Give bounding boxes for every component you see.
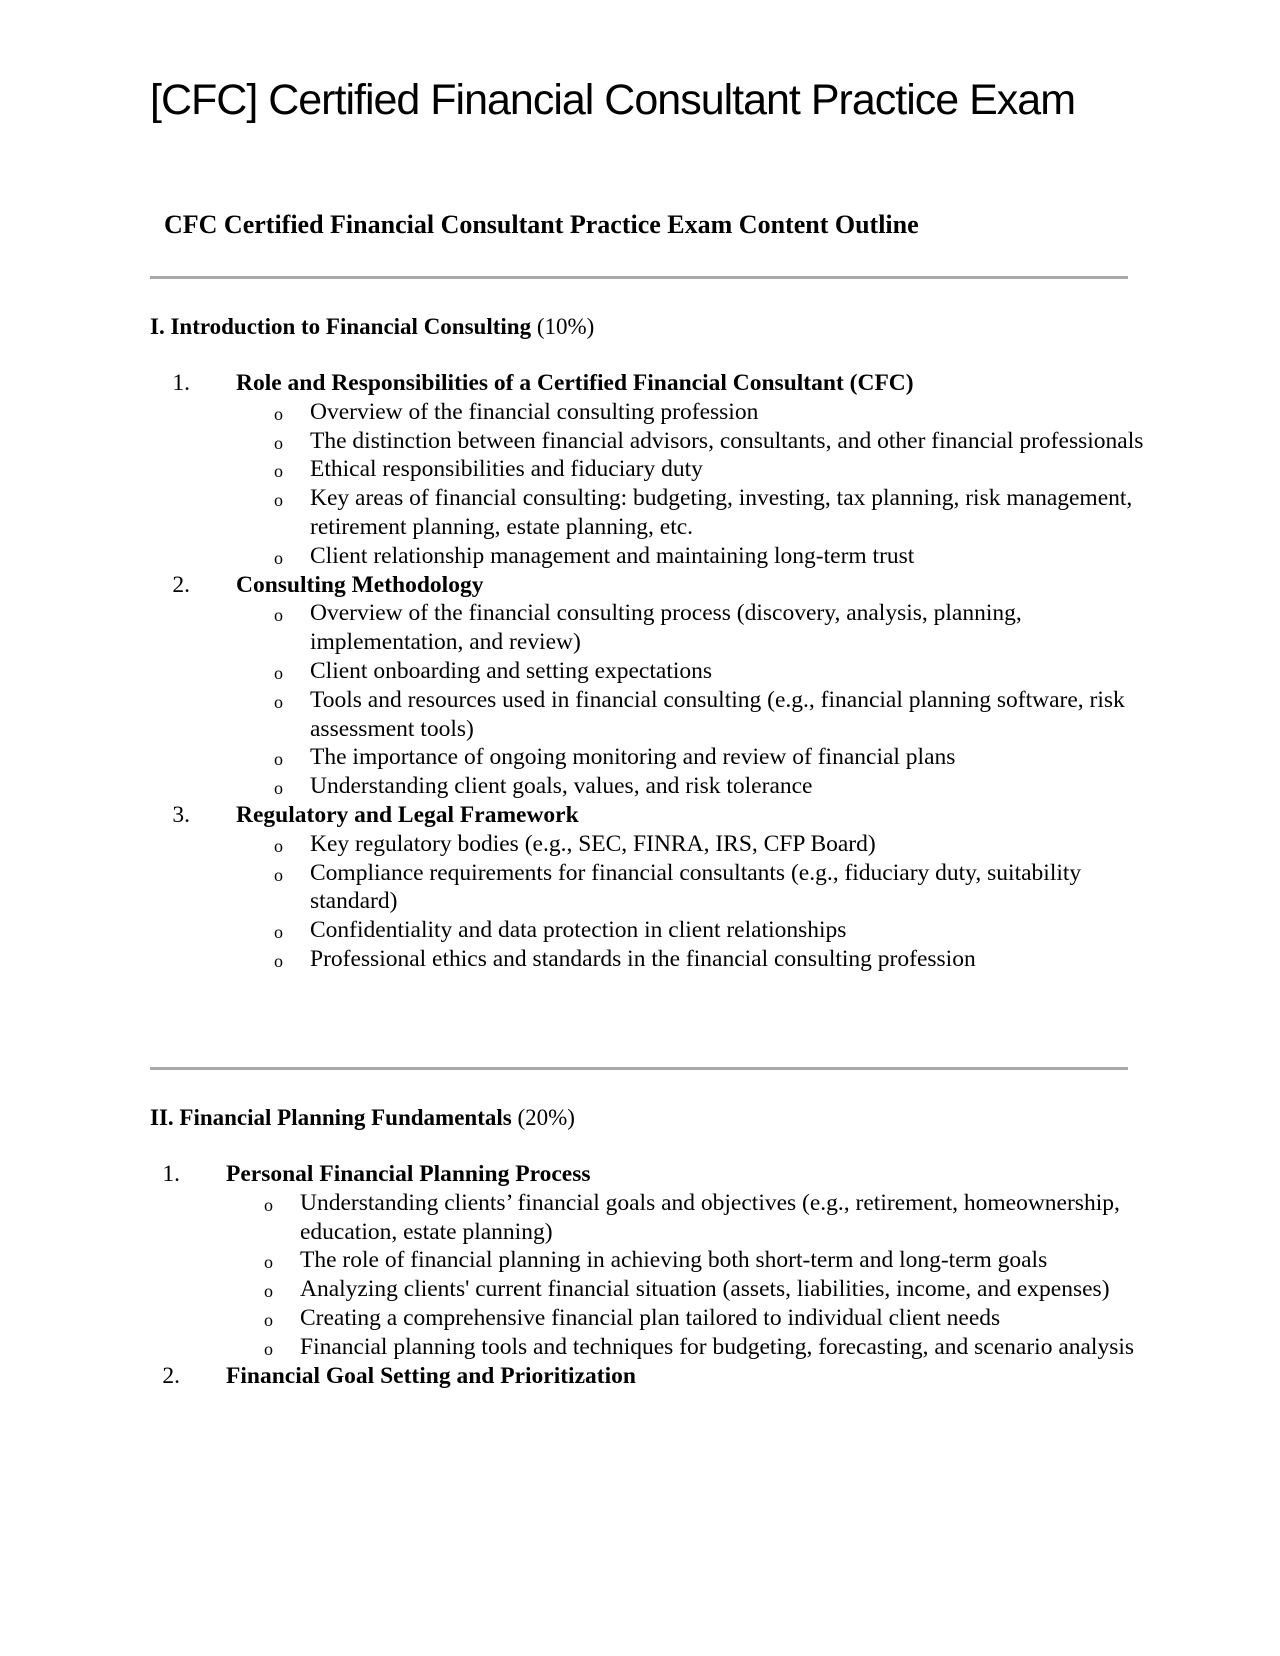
- list-item: o Key regulatory bodies (e.g., SEC, FINRA, IRS, CFP Board): [150, 830, 1160, 859]
- bullet-icon: o: [274, 835, 283, 856]
- bullet-icon: o: [264, 1252, 273, 1273]
- topic-2: [150, 571, 1160, 801]
- list-item: o Key areas of financial consulting: budgeting, investing, tax planning, risk management, retirement planning, estate planning, etc.: [274, 485, 1133, 540]
- bullet-icon: o: [274, 778, 283, 799]
- topic-title: Personal Financial Planning Process: [226, 1161, 591, 1187]
- section-1-outline: [150, 369, 1160, 974]
- divider: [150, 1067, 1128, 1070]
- bullet-icon: o: [274, 605, 283, 626]
- topic-title: Financial Goal Setting and Prioritization: [226, 1362, 636, 1389]
- topic-number: 3.: [172, 801, 190, 828]
- bullet-icon: o: [274, 864, 283, 885]
- section-heading-1: [150, 314, 594, 340]
- section-heading-2: [150, 1105, 575, 1131]
- section-heading-text: II. Financial Planning Fundamentals: [150, 1105, 518, 1130]
- topic-items: [150, 1189, 1160, 1362]
- divider: [150, 276, 1128, 279]
- topic-title: Regulatory and Legal Framework: [236, 801, 579, 828]
- bullet-icon: o: [264, 1194, 273, 1215]
- section-heading-text: I. Introduction to Financial Consulting: [150, 314, 537, 339]
- list-item: o Confidentiality and data protection in client relationships: [150, 916, 1160, 945]
- bullet-icon: o: [274, 403, 283, 424]
- list-item: o Client relationship management and maintaining long-term trust: [150, 542, 1160, 571]
- bullet-icon: o: [264, 1309, 273, 1330]
- document-title: [CFC] Certified Financial Consultant Practice Exam: [150, 76, 1076, 124]
- list-item: o The importance of ongoing monitoring and review of financial plans: [150, 743, 1160, 772]
- list-item: o Professional ethics and standards in the financial consulting profession: [150, 945, 1160, 974]
- topic-number: 1.: [172, 370, 190, 396]
- list-item: o Creating a comprehensive financial plan tailored to individual client needs: [150, 1304, 1160, 1333]
- bullet-icon: o: [274, 922, 283, 943]
- list-item: o Overview of the financial consulting process (discovery, analysis, planning, implementation, and review): [274, 600, 1022, 656]
- topic-title: Role and Responsibilities of a Certified Financial Consultant (CFC): [236, 370, 914, 396]
- topic-number: 2.: [162, 1362, 180, 1389]
- list-item: o Overview of the financial consulting profession: [150, 398, 1160, 427]
- topic-items: [150, 599, 1160, 801]
- topic-items: [150, 398, 1160, 571]
- list-item: o The distinction between financial advisors, consultants, and other financial professionals: [150, 427, 1160, 456]
- bullet-icon: o: [274, 662, 283, 683]
- bullet-icon: o: [274, 691, 283, 712]
- bullet-icon: o: [274, 490, 283, 511]
- topic-3: [150, 801, 1160, 974]
- topic-1: [150, 369, 1160, 571]
- topic-items: [150, 830, 1160, 974]
- bullet-icon: o: [264, 1338, 273, 1359]
- topic-title: Consulting Methodology: [236, 571, 484, 598]
- list-item: o The role of financial planning in achieving both short-term and long-term goals: [150, 1246, 1160, 1275]
- topic-number: 1.: [162, 1161, 180, 1187]
- content-outline-subtitle: CFC Certified Financial Consultant Practice Exam Content Outline: [164, 210, 919, 239]
- list-item: o Analyzing clients' current financial situation (assets, liabilities, income, and expenses): [150, 1275, 1160, 1304]
- list-item: o Financial planning tools and techniques for budgeting, forecasting, and scenario analysis: [150, 1333, 1160, 1362]
- list-item: o Understanding clients’ financial goals and objectives (e.g., retirement, homeownership, education, estate planning): [264, 1189, 1120, 1245]
- topic-1: [150, 1160, 1160, 1362]
- bullet-icon: o: [274, 461, 283, 482]
- section-weight: (10%): [536, 314, 595, 339]
- list-item: o Understanding client goals, values, and risk tolerance: [150, 772, 1160, 801]
- list-item: o Tools and resources used in financial consulting (e.g., financial planning software, risk assessment tools): [274, 686, 1125, 742]
- list-item: o Compliance requirements for financial consultants (e.g., fiduciary duty, suitability standard): [274, 859, 1082, 915]
- topic-2: [150, 1362, 1160, 1391]
- bullet-icon: o: [274, 547, 283, 568]
- bullet-icon: o: [264, 1281, 273, 1302]
- list-item: o Client onboarding and setting expectations: [150, 657, 1160, 686]
- bullet-icon: o: [274, 950, 283, 971]
- section-2-outline: [150, 1160, 1160, 1390]
- bullet-icon: o: [274, 432, 283, 453]
- bullet-icon: o: [274, 749, 283, 770]
- list-item: o Ethical responsibilities and fiduciary duty: [150, 455, 1160, 484]
- section-weight: (20%): [517, 1105, 575, 1130]
- topic-number: 2.: [172, 571, 190, 598]
